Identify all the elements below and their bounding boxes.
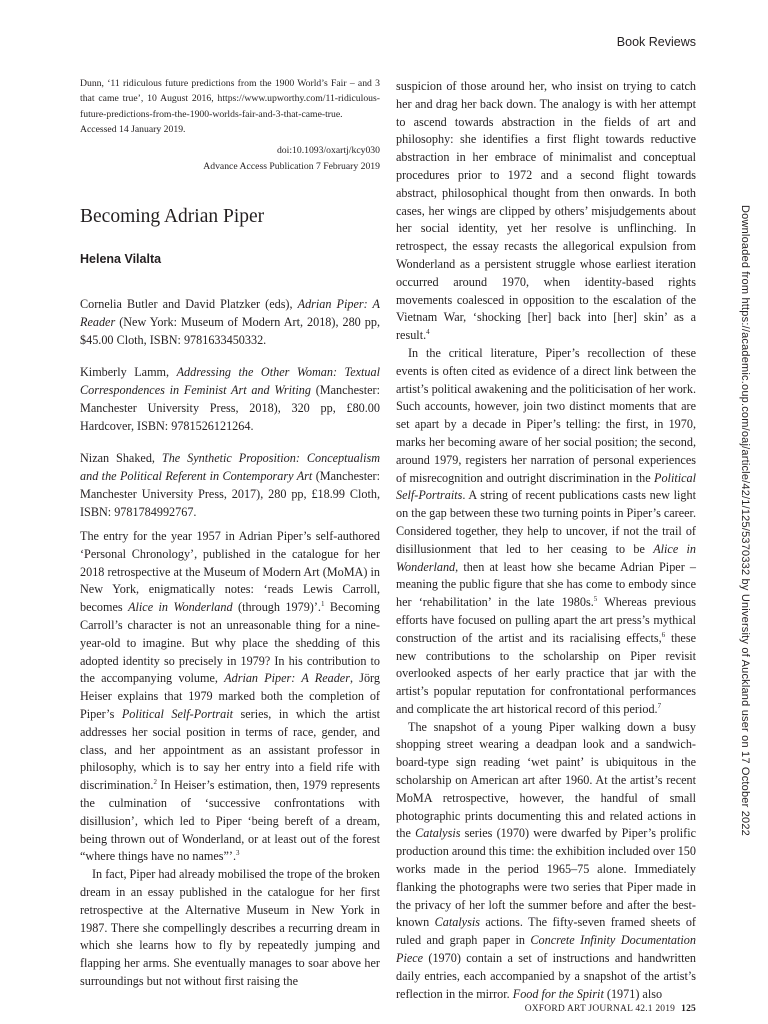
footnote-ref[interactable]: 4 [426, 328, 430, 337]
footnote-ref[interactable]: 3 [236, 849, 240, 858]
right-column-body [396, 78, 696, 1003]
running-header: Book Reviews [616, 35, 696, 49]
reference-list [80, 76, 380, 138]
reviewed-books [80, 295, 380, 535]
reviewed-book: Nizan Shaked, The Synthetic Proposition: Conceptualism and the Political Referent in Contemporary Art (Manchester: Manchester University Press, 2017), 280 pp, £18.99 Cloth, ISBN: 9781784992767. [80, 451, 380, 519]
body-paragraph: In fact, Piper had already mobilised the trope of the broken dream in an essay published in the catalogue for her first retrospective at the Alternative Museum in New York in 1987. There she compellingly describes a recurring dream in which she learns how to fly by repeatedly jumping and flapping her arms. She eventually manages to soar above her surroundings but not without first raising the [80, 867, 381, 988]
doi[interactable]: doi:10.1093/oxartj/kcy030 [276, 145, 380, 156]
footnote-ref[interactable]: 6 [661, 630, 666, 639]
footnote-ref[interactable]: 7 [657, 701, 662, 710]
footnote-ref[interactable]: 1 [320, 600, 325, 609]
body-paragraph: suspicion of those around her, who insist on trying to catch her and drag her back down. The analogy is with her attempt to ascend towards abstraction in the fields of art and philosophy: she identifies a first flight towards reductive abstraction in her embrace of minimalist and conceptual procedures prior to 1972 and a second flight towards abstract, philosophical thought from then onwards. In both cases, her wings are clipped by others’ misjudgements about her social identity, yet her resolve is unflinching. In retrospect, the essay recasts the allegorical expulsion from Wonderland as a persistent struggle whose earliest iteration occurred around 1970, when identity-based rights movements coalesced in opposition to the escalation of the Vietnam War, ‘shocking [her] back into [her] skin’ as a result.$^4$ [396, 79, 696, 343]
article-author: Helena Vilalta [80, 252, 162, 266]
reference-item: Dunn, ‘11 ridiculous future predictions from the 1900 World’s Fair – and 3 that came true’, 10 August 2016, https://www.upworthy.com/11-ridiculous-future-predictions-from-the-1900-worlds-fair-and-3-that-came-true. Accessed 14 January 2019. [80, 78, 380, 136]
body-paragraph: In the critical literature, Piper’s recollection of these events is often cited as evidence of a direct link between the artist’s political awakening and the politicisation of her work. Such accounts, however, join two distinct moments that are set apart by a decade in Piper’s telling: the first, in 1970, marks her becoming aware of her social position; the second, around 1979, registers her narration of personal experiences of misrecognition and outright discrimination in the Political Self-Portraits. A string of recent publications casts new light on the gap between these two turning points in Piper’s career. Considered together, they help to uncover, if not the trail of disillusionment that led to her ceasing to be Alice in Wonderland, then at least how she became Adrian Piper – meaning the public figure that she has come to embody since her ‘rehabilitation’ in the late 1980s.$^5$ Whereas previous efforts have focused on pulling apart the art press’s mythical construction of the artist and its racialising effects,$^6$ these new contributions to the scholarship on Piper revisit overlooked aspects of her early practice that jar with the artist’s popular reputation for confrontational performances and complicate the art historical record of this period.$^7$ [396, 345, 696, 716]
download-watermark [736, 205, 752, 885]
journal-citation: OXFORD ART JOURNAL 42.1 2019 [524, 1004, 676, 1014]
body-paragraph: The snapshot of a young Piper walking down a busy shopping street wearing a deadpan look and a sandwich-board-type sign reading ‘wet paint’ is ubiquitous in the scholarship on American art after 1960. At the artist’s recent MoMA retrospective, however, the handful of small photographic prints documenting this and related actions in the Catalysis series (1970) were dwarfed by Piper’s prolific production around this time: the exhibition included over 150 works made in the period 1965–75 alone. Immediately flanking the photographs were two series that Piper made in the privacy of her loft the summer before and after the best-known Catalysis actions. The fifty-seven framed sheets of ruled and graph paper in Concrete Infinity Documentation Piece (1970) contain a set of instructions and handwritten daily entries, each accompanied by a snapshot of the artist’s reflection in the mirror. Food for the Spirit (1971) also [396, 719, 697, 1001]
left-column-body [80, 528, 380, 991]
page-footer [525, 1004, 696, 1014]
footnote-ref[interactable]: 2 [153, 778, 157, 787]
reviewed-book: Kimberly Lamm, Addressing the Other Woman: Textual Correspondences in Feminist Art and Writing (Manchester: Manchester University Press, 2018), 320 pp, £80.00 Hardcover, ISBN: 9781526121264. [80, 365, 380, 433]
article-title: Becoming Adrian Piper [80, 206, 265, 227]
footnote-ref[interactable]: 5 [593, 595, 598, 604]
page-number: 125 [681, 1004, 696, 1014]
reviewed-book: Cornelia Butler and David Platzker (eds), Adrian Piper: A Reader (New York: Museum of Modern Art, 2018), 280 pp, $45.00 Cloth, ISBN: 9781633450332. [80, 297, 380, 347]
advance-access-note: Advance Access Publication 7 February 2019 [203, 161, 380, 172]
body-paragraph: The entry for the year 1957 in Adrian Piper’s self-authored ‘Personal Chronology’, published in the catalogue for her 2018 retrospective at the Museum of Modern Art (MoMA) in New York, enigmatically notes: ‘reads Lewis Carroll, becomes Alice in Wonderland (through 1979)’.$^1$ Becoming Carroll’s character is not an unreasonable thing for a nine-year-old to imagine. But why place the shedding of this adopted identity so precisely in 1979? In his contribution to the accompanying volume, Adrian Piper: A Reader, Jörg Heiser explains that 1979 marked both the completion of Piper’s Political Self-Portrait series, in which the artist addresses her social position in terms of race, gender, and class, and her appointment as an assistant professor in philosophy, which is to say her entry into a field rife with discrimination.$^2$ In Heiser’s estimation, then, 1979 represents the culmination of ‘successive confrontations with disillusion’, which led to Piper ‘being bereft of a dream, being thrown out of Wonderland, or at least out of the forest “where things have no names”’.$^3$ [80, 529, 380, 864]
download-note: Downloaded from https://academic.oup.com/oaj/article/42/1/125/5370332 by University of Auckland user on 17 October 2022 [739, 205, 751, 836]
